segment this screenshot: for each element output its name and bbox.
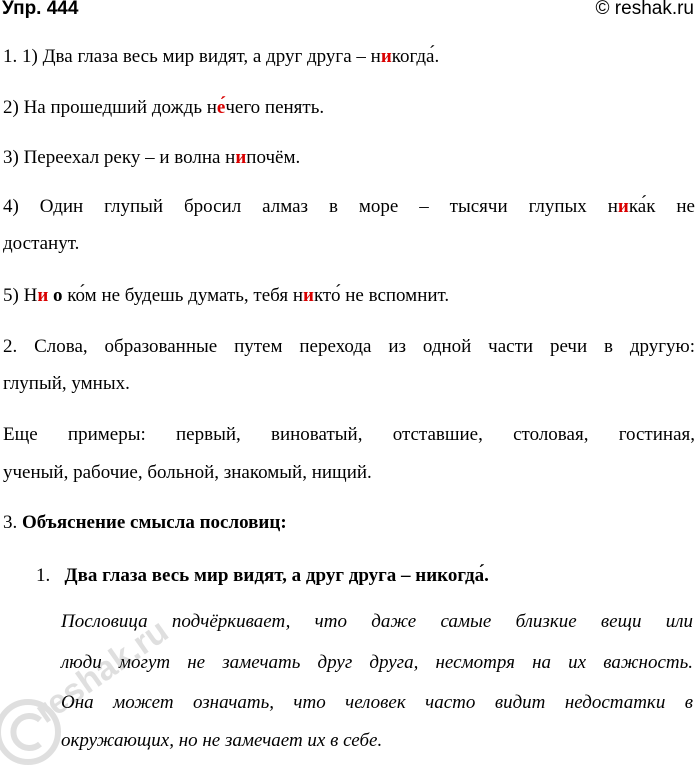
proverb-5 (3, 285, 449, 307)
proverb-4-line-1 (3, 196, 695, 218)
proverb-1 (3, 46, 439, 68)
text: 2) На прошедший дождь н (3, 97, 217, 118)
section-3-heading (3, 512, 287, 534)
proverb-4-line-2: достанут. (3, 233, 80, 254)
examples-line-1: Еще примеры: первый, виноватый, отставшие, столовая, гостиная, (3, 424, 695, 445)
bold-letter: о (53, 285, 63, 306)
section-2-line-1: 2. Слова, образованные путем перехода из одной части речи в другую: (3, 336, 695, 357)
highlight-letter: и (37, 285, 49, 306)
proverb-2 (3, 97, 324, 119)
text: 5) Н (3, 285, 38, 306)
explanation-line-3: Она может означать, что человек часто видит недостатки в (61, 692, 693, 713)
text: 1. 1) Два глаза весь мир видят, а друг друга – н (3, 46, 381, 67)
explanation-line-4: окружающих, но не замечает их в себе. (61, 730, 383, 751)
item-title: Два глаза весь мир видят, а друг друга – никогда́. (64, 565, 489, 586)
highlight-letter: и (303, 285, 314, 306)
highlight-letter: и (380, 46, 392, 67)
explanation-line-1: Пословица подчёркивает, что даже самые близкие вещи или (61, 611, 693, 632)
section-2-line-2: глупый, умных. (3, 373, 130, 394)
highlight-letter: и (235, 147, 247, 168)
watermark-text: reshak.ru (28, 611, 176, 731)
explanation-line-2: люди могут не замечать друг друга, несмотря на их важность. (61, 652, 693, 673)
text: 4) Один глупый бросил алмаз в море – тысячи глупых н (3, 196, 618, 217)
item-number: 1. (36, 565, 51, 586)
text: кто́ не вспомнит. (313, 285, 450, 306)
section-number: 3. (3, 512, 18, 533)
site-credit: © reshak.ru (595, 0, 694, 19)
exercise-title: Упр. 444 (2, 0, 79, 19)
examples-line-2: ученый, рабочие, больной, знакомый, нищий. (3, 462, 372, 483)
section-title: Объяснение смысла пословиц: (22, 512, 287, 533)
item-1-heading (36, 565, 489, 587)
highlight-letter: и (617, 196, 629, 217)
text: 3) Переехал реку – и волна н (3, 147, 236, 168)
text: почём. (246, 147, 301, 168)
proverb-3 (3, 147, 300, 169)
text: ка́к не (628, 196, 695, 217)
text: когда́. (391, 46, 440, 67)
text: ко́м не будешь думать, тебя н (67, 285, 303, 306)
text: чего пенять. (225, 97, 325, 118)
highlight-letter: е́ (216, 97, 226, 118)
